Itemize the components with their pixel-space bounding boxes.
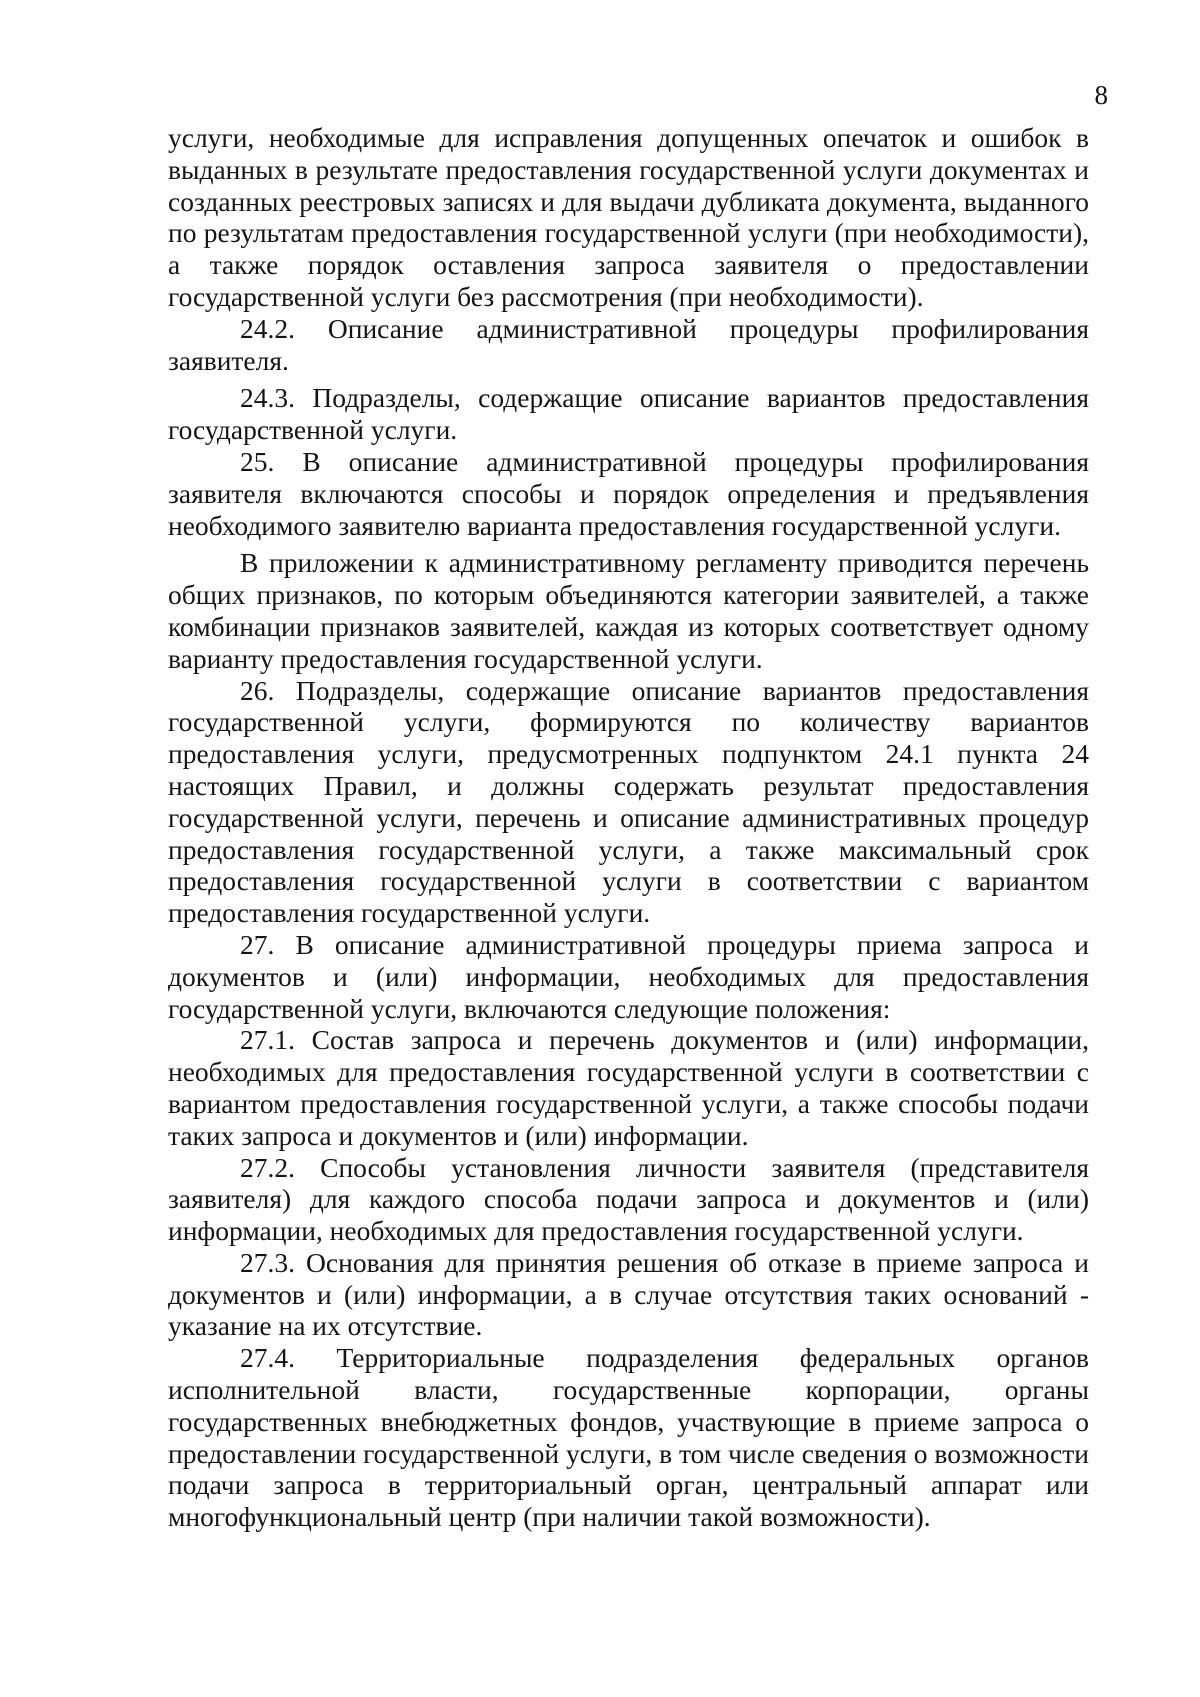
paragraph: 24.3. Подразделы, содержащие описание вариантов предоставления государственной услуги. [168,382,1089,446]
paragraph: 25. В описание административной процедуры профилирования заявителя включаются способы и порядок определения и предъявления необходимого заявителю варианта предоставления государственной услуги. [168,445,1089,541]
page-number: 8 [1094,80,1108,110]
paragraph: 27.1. Состав запроса и перечень документов и (или) информации, необходимых для предоставления государственной услуги в соответствии с вариантом предоставления государственной услуги, а также способы подачи таких запроса и документов и (или) информации. [168,1024,1089,1151]
paragraph: услуги, необходимые для исправления допущенных опечаток и ошибок в выданных в результате предоставления государственной услуги документах и созданных реестровых записях и для выдачи дубликата документа, выданного по результатам предоставления государственной услуги (при необходимости), а также порядок оставления запроса заявителя о предоставлении государственной услуги без рассмотрения (при необходимости). [168,122,1089,312]
document-body [168,122,1089,1533]
paragraph: 26. Подразделы, содержащие описание вариантов предоставления государственной услуги, формируются по количеству вариантов предоставления услуги, предусмотренных подпунктом 24.1 пункта 24 настоящих Правил, и должны содержать результат предоставления государственной услуги, перечень и описание административных процедур предоставления государственной услуги, а также максимальный срок предоставления государственной услуги в соответствии с вариантом предоставления государственной услуги. [168,674,1089,929]
paragraph: 24.2. Описание административной процедуры профилирования заявителя. [168,312,1089,376]
paragraph: 27.3. Основания для принятия решения об отказе в приеме запроса и документов и (или) информации, а в случае отсутствия таких оснований - указание на их отсутствие. [168,1246,1089,1342]
paragraph: 27.2. Способы установления личности заявителя (представителя заявителя) для каждого способа подачи запроса и документов и (или) информации, необходимых для предоставления государственной услуги. [168,1151,1089,1247]
paragraph: 27.4. Территориальные подразделения федеральных органов исполнительной власти, государственные корпорации, органы государственных внебюджетных фондов, участвующие в приеме запроса о предоставлении государственной услуги, в том числе сведения о возможности подачи запроса в территориальный орган, центральный аппарат или многофункциональный центр (при наличии такой возможности). [168,1342,1089,1533]
paragraph: В приложении к административному регламенту приводится перечень общих признаков, по которым объединяются категории заявителей, а также комбинации признаков заявителей, каждая из которых соответствует одному варианту предоставления государственной услуги. [168,547,1089,674]
paragraph: 27. В описание административной процедуры приема запроса и документов и (или) информации, необходимых для предоставления государственной услуги, включаются следующие положения: [168,928,1089,1024]
